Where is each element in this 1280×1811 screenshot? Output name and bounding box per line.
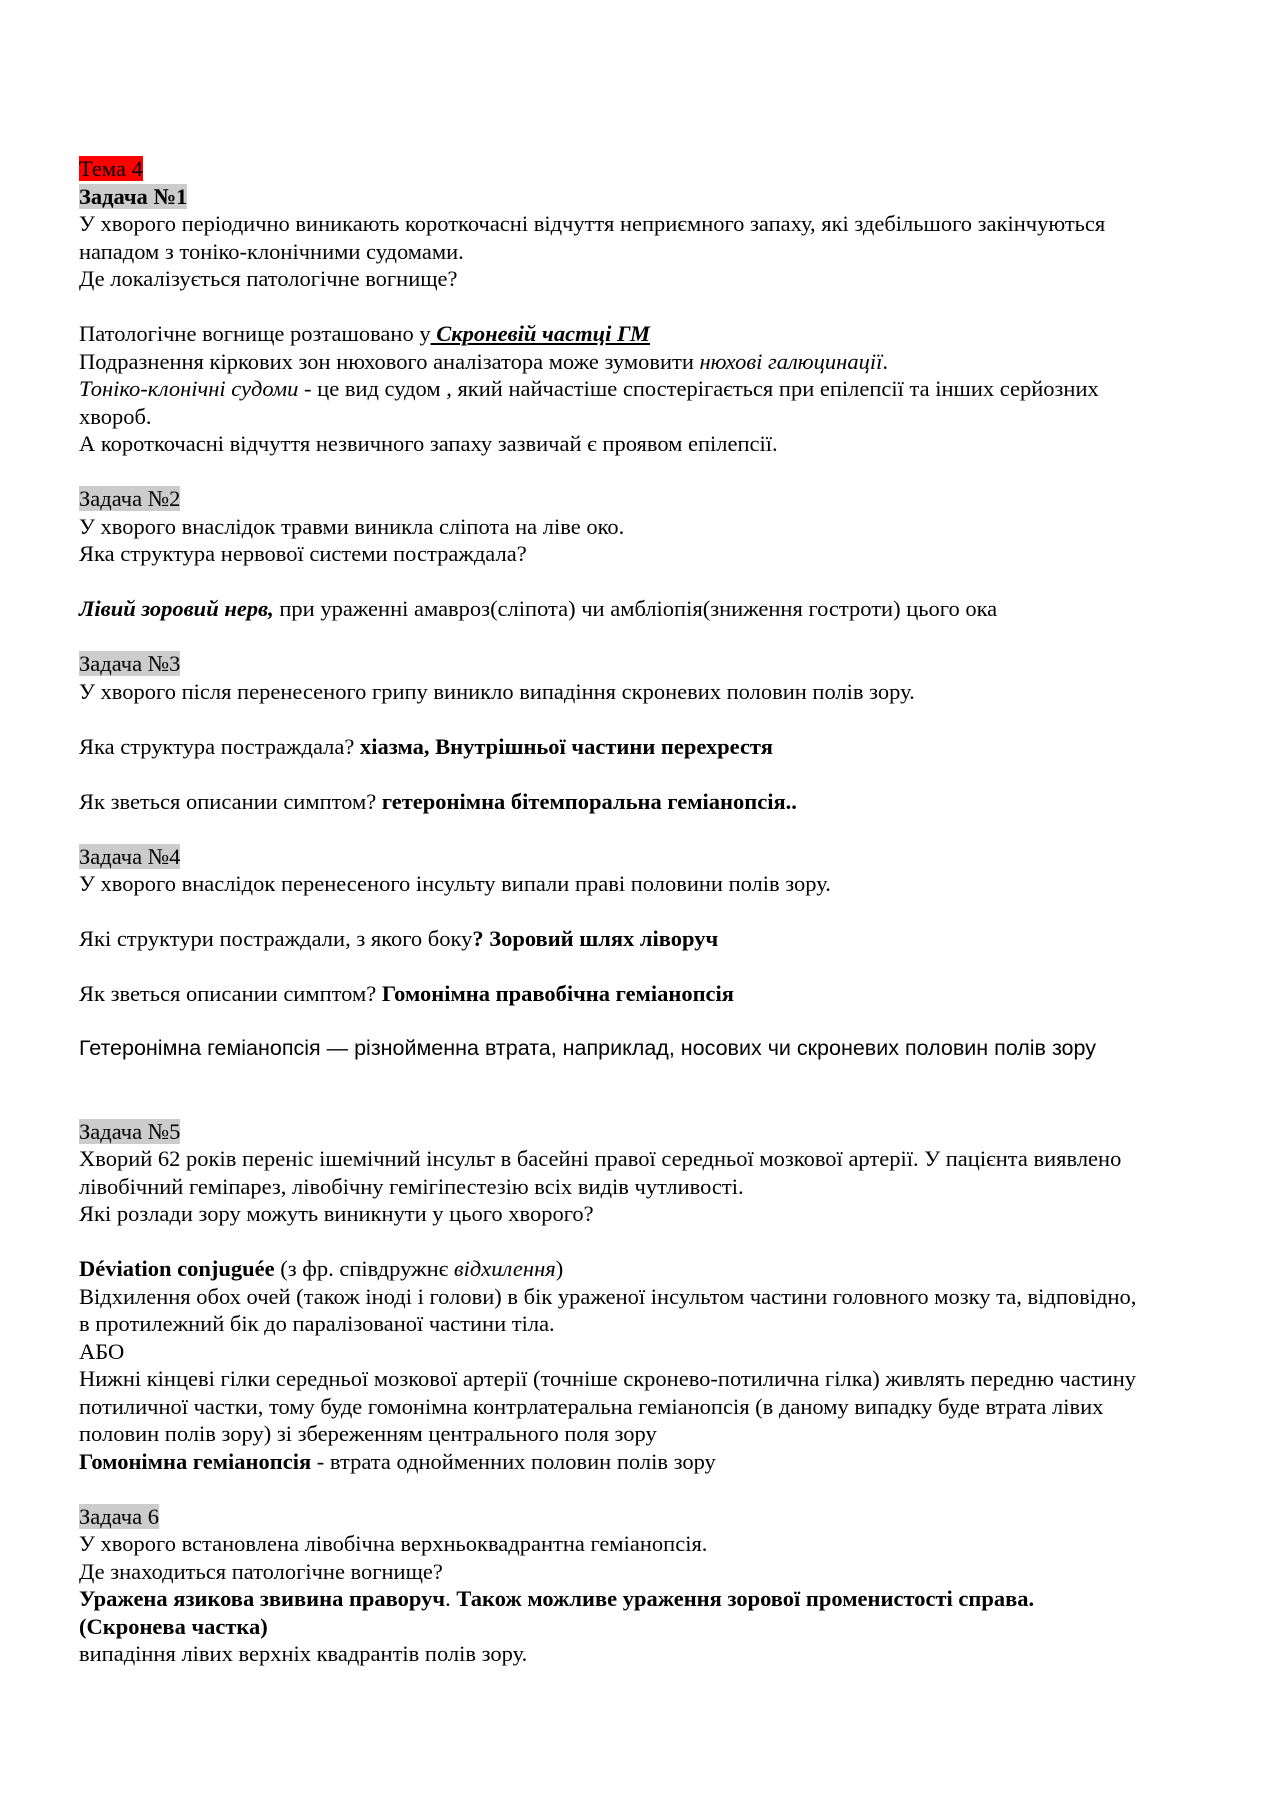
task5-question: Хворий 62 років переніс ішемічний інсульт в басейні правої середньої мозкової артерії. У пацієнта виявлено: [79, 1146, 1122, 1171]
answer-text: Як зветься описании симптом?: [79, 981, 382, 1006]
task3-title-line: [79, 650, 1219, 678]
spacer: [79, 1008, 1219, 1036]
task5-question: Які розлади зору можуть виникнути у цього хворого?: [79, 1201, 594, 1226]
answer-bold: Гомонімна геміанопсія: [79, 1448, 312, 1474]
spacer: [79, 953, 1219, 981]
task5-answer: в протилежний бік до паралізованої частини тіла.: [79, 1311, 555, 1336]
task2-title-line: [79, 485, 1219, 513]
theme-label: Тема 4: [79, 156, 143, 181]
answer-bold: Також можливе ураження зорової променистості справа.: [456, 1586, 1035, 1611]
answer-bold: ? Зоровий шлях ліворуч: [472, 926, 719, 951]
answer-bold: гетеронімна бітемпоральна геміанопсія..: [381, 788, 797, 814]
task6-answer: випадіння лівих верхніх квадрантів полів зору.: [79, 1641, 528, 1666]
task1-answer: [79, 375, 1219, 403]
answer-text: - втрата однойменних половин полів зору: [311, 1448, 716, 1474]
theme-line: [79, 155, 1219, 183]
answer-bold: (Скронева частка): [79, 1613, 268, 1639]
spacer: [79, 1475, 1219, 1503]
answer-bold-italic: Лівий зоровий нерв,: [79, 596, 274, 621]
answer-bold: Уражена язикова звивина праворуч: [79, 1586, 446, 1611]
answer-bold: Гомонімна правобічна геміанопсія: [381, 981, 734, 1006]
answer-text: .: [882, 348, 888, 374]
answer-text: .: [445, 1586, 457, 1611]
task5-title: Задача №5: [79, 1118, 181, 1144]
spacer: [79, 293, 1219, 321]
answer-italic: Тоніко-клонічні судоми: [79, 376, 299, 401]
spacer: [79, 568, 1219, 596]
answer-text: Яка структура постраждала?: [79, 733, 360, 759]
task5-answer: Нижні кінцеві гілки середньої мозкової артерії (точніше скронево-потилична гілка) живлять передню частину: [79, 1366, 1136, 1391]
task5-answer: половин полів зору) зі збереженням центрального поля зору: [79, 1421, 657, 1446]
task6-answer: [79, 1613, 1219, 1641]
task1-question: Де локалізується патологічне вогнище?: [79, 266, 458, 291]
task2-title: Задача №2: [79, 486, 181, 511]
task1-answer: хвороб.: [79, 403, 152, 429]
task1-answer: [79, 348, 1219, 376]
task1-question: У хворого періодично виникають короткочасні відчуття неприємного запаху, які здебільшого закінчуються: [79, 211, 1106, 236]
task2-answer: [79, 595, 1219, 623]
answer-italic: нюхові галюцинації: [699, 348, 883, 374]
answer-italic: відхилення: [453, 1256, 556, 1281]
task5-title-line: [79, 1118, 1219, 1146]
spacer: [79, 1090, 1219, 1118]
answer-text: при ураженні амавроз(сліпота) чи амбліопія(зниження гостроти) цього ока: [273, 596, 998, 621]
answer-text: Які структури постраждали, з якого боку: [79, 926, 473, 951]
spacer: [79, 623, 1219, 651]
spacer: [79, 1228, 1219, 1256]
task6-question: У хворого встановлена лівобічна верхньоквадрантна геміанопсія.: [79, 1531, 708, 1556]
task4-title: Задача №4: [79, 843, 181, 869]
answer-emphasis: Скроневій частці ГМ: [430, 321, 651, 346]
answer-text: Патологічне вогнище розташовано у: [79, 321, 431, 346]
task6-answer: [79, 1585, 1219, 1613]
task1-answer: А короткочасні відчуття незвичного запаху зазвичай є проявом епілепсії.: [79, 431, 778, 456]
document-content: [79, 155, 1219, 1668]
spacer: [79, 815, 1219, 843]
spacer: [79, 458, 1219, 486]
task5-answer: [79, 1448, 1219, 1476]
spacer: [79, 760, 1219, 788]
task4-answer: [79, 980, 1219, 1008]
task6-title-line: [79, 1503, 1219, 1531]
answer-bold: хіазма, Внутрішньої частини перехрестя: [359, 733, 773, 759]
task2-question: У хворого внаслідок травми виникла сліпота на ліве око.: [79, 513, 625, 539]
spacer: [79, 1063, 1219, 1091]
task4-question: У хворого внаслідок перенесеного інсульту випали праві половини полів зору.: [79, 871, 831, 896]
task1-question: нападом з тоніко-клонічними судомами.: [79, 238, 464, 264]
answer-bold: Déviation conjuguée: [79, 1256, 275, 1281]
task3-answer: [79, 733, 1219, 761]
task1-answer: [79, 320, 1219, 348]
task5-answer: потиличної частки, тому буде гомонімна контрлатеральна геміанопсія (в даному випадку буде втрата лівих: [79, 1393, 1104, 1419]
answer-text: ): [555, 1256, 564, 1281]
answer-text: Як зветься описании симптом?: [79, 788, 382, 814]
answer-text: Подразнення кіркових зон нюхового аналізатора може зумовити: [79, 348, 700, 374]
task6-title: Задача 6: [79, 1503, 159, 1529]
spacer: [79, 705, 1219, 733]
task6-question: Де знаходиться патологічне вогнище?: [79, 1558, 443, 1584]
task4-note: Гетеронімна геміанопсія — різнойменна втрата, наприклад, носових чи скроневих половин полів зору: [79, 1036, 1096, 1060]
task1-title: Задача №1: [79, 183, 188, 209]
task5-question: лівобічний геміпарез, лівобічну гемігіпестезію всіх видів чутливості.: [79, 1173, 744, 1199]
task4-title-line: [79, 843, 1219, 871]
task3-title: Задача №3: [79, 651, 181, 676]
answer-text: - це вид судом , який найчастіше спостерігається при епілепсії та інших серйозних: [298, 376, 1099, 401]
task3-answer: [79, 788, 1219, 816]
spacer: [79, 898, 1219, 926]
task5-answer: [79, 1255, 1219, 1283]
task3-question: У хворого після перенесеного грипу виникло випадіння скроневих половин полів зору.: [79, 678, 915, 704]
task5-answer: АБО: [79, 1338, 125, 1364]
task4-answer: [79, 925, 1219, 953]
task2-question: Яка структура нервової системи постраждала?: [79, 541, 527, 566]
task1-title-line: [79, 183, 1219, 211]
answer-text: (з фр. співдружнє: [274, 1256, 454, 1281]
task5-answer: Відхилення обох очей (також іноді і голови) в бік ураженої інсультом частини головного мозку та, відповідно,: [79, 1283, 1137, 1309]
